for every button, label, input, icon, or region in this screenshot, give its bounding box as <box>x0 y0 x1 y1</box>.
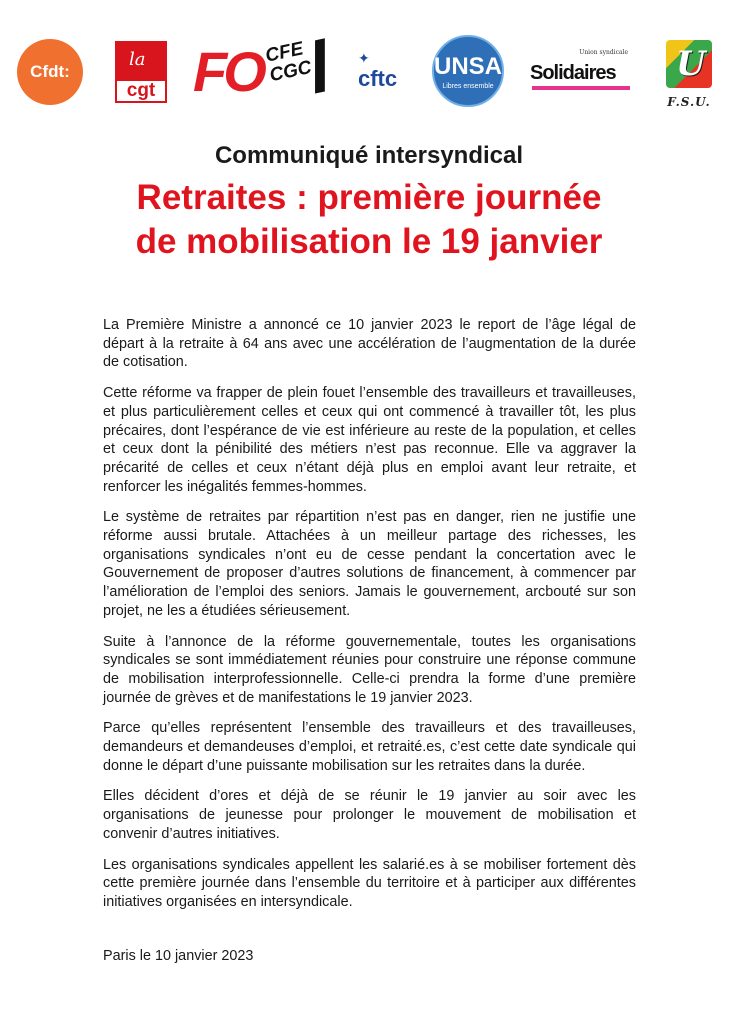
cfe-cgc-logo-bar <box>315 38 325 93</box>
fo-logo-text: FO <box>193 40 263 103</box>
unsa-logo-text: UNSA <box>434 52 503 80</box>
fsu-logo <box>662 40 716 118</box>
title-line-2: de mobilisation le 19 janvier <box>135 222 603 261</box>
unsa-logo-tagline: Libres ensemble <box>442 82 494 90</box>
cfe-cgc-logo <box>264 34 338 111</box>
cftc-logo <box>356 52 412 94</box>
signoff: Paris le 10 janvier 2023 <box>103 948 254 964</box>
fo-logo <box>193 40 263 103</box>
paragraph: Suite à l’annonce de la réforme gouvernementale, toutes les organisations syndicales se sont immédiatement réunies pour construire une réponse commune de mobilisation interprofessionnelle. Celle-ci prendra la forme d’une première journée de grèves et de manifestations le 19 janvier 2023. <box>103 633 636 706</box>
paragraph: Parce qu’elles représentent l’ensemble des travailleurs et des travailleuses, demandeurs et demandeuses d’emploi, et retraité.es, c’est cette date syndicale qui donne le départ d’une puissante mobilisation sur les retraites dans la durée. <box>103 720 636 774</box>
cfe-cgc-logo-text: CFE CGC <box>263 38 314 87</box>
cftc-logo-text: cftc <box>358 66 398 91</box>
solidaires-logo <box>530 50 634 96</box>
solidaires-logo-underline <box>532 86 630 90</box>
solidaires-logo-union: Union syndicale <box>579 49 628 56</box>
document-body <box>103 316 636 924</box>
cgt-logo-la: la <box>129 49 146 70</box>
fsu-logo-text: F.S.U. <box>667 95 711 109</box>
fsu-logo-u: U <box>676 44 706 84</box>
document-kicker: Communiqué intersyndical <box>214 142 524 169</box>
cgt-logo <box>115 41 167 103</box>
paragraph: Cette réforme va frapper de plein fouet l’ensemble des travailleurs et travailleuses, et plus particulièrement celles et ceux qui ont commencé à travailler tôt, les plus précaires, dont l’espérance de vie est inférieure au reste de la population, et celles et ceux dont la pénibilité des métiers n’est pas reconnue. Elle va aggraver la précarité de celles et ceux n’étant déjà plus en emploi avant leur retraite, et renforcer les inégalités femmes-hommes. <box>103 385 636 495</box>
document-title <box>0 176 738 264</box>
title-line-1: Retraites : première journée <box>136 178 602 217</box>
paragraph: Le système de retraites par répartition n’est pas en danger, rien ne justifie une réforme aussi brutale. Attachées à un meilleur partage des richesses, les organisations syndicales n’ont eu de cesse pendant la concertation avec le Gouvernement de proposer d’autres solutions de financement, à commencer par l’amélioration de l’emploi des seniors. Jamais le gouvernement, arcbouté sur son projet, ne les a étudiées sérieusement. <box>103 509 636 619</box>
paragraph: La Première Ministre a annoncé ce 10 janvier 2023 le report de l’âge légal de départ à la retraite à 64 ans avec une accélération de l’augmentation de la durée de cotisation. <box>103 317 636 371</box>
cfdt-logo <box>17 39 83 105</box>
paragraph: Elles décident d’ores et déjà de se réunir le 19 janvier au soir avec les organisations de jeunesse pour prolonger le mouvement de mobilisation et convenir d’autres initiatives. <box>103 788 636 842</box>
union-logos-row <box>0 30 738 120</box>
unsa-logo <box>432 35 504 107</box>
solidaires-logo-text: Solidaires <box>530 62 616 84</box>
cfdt-logo-text: Cfdt: <box>30 62 70 81</box>
dove-icon: ✦ <box>358 50 370 66</box>
cgt-logo-text: cgt <box>117 81 165 101</box>
paragraph: Les organisations syndicales appellent les salarié.es à se mobiliser fortement dès cette première journée dans l’ensemble du territoire et à participer aux différentes initiatives organisées en intersyndicale. <box>103 856 636 910</box>
